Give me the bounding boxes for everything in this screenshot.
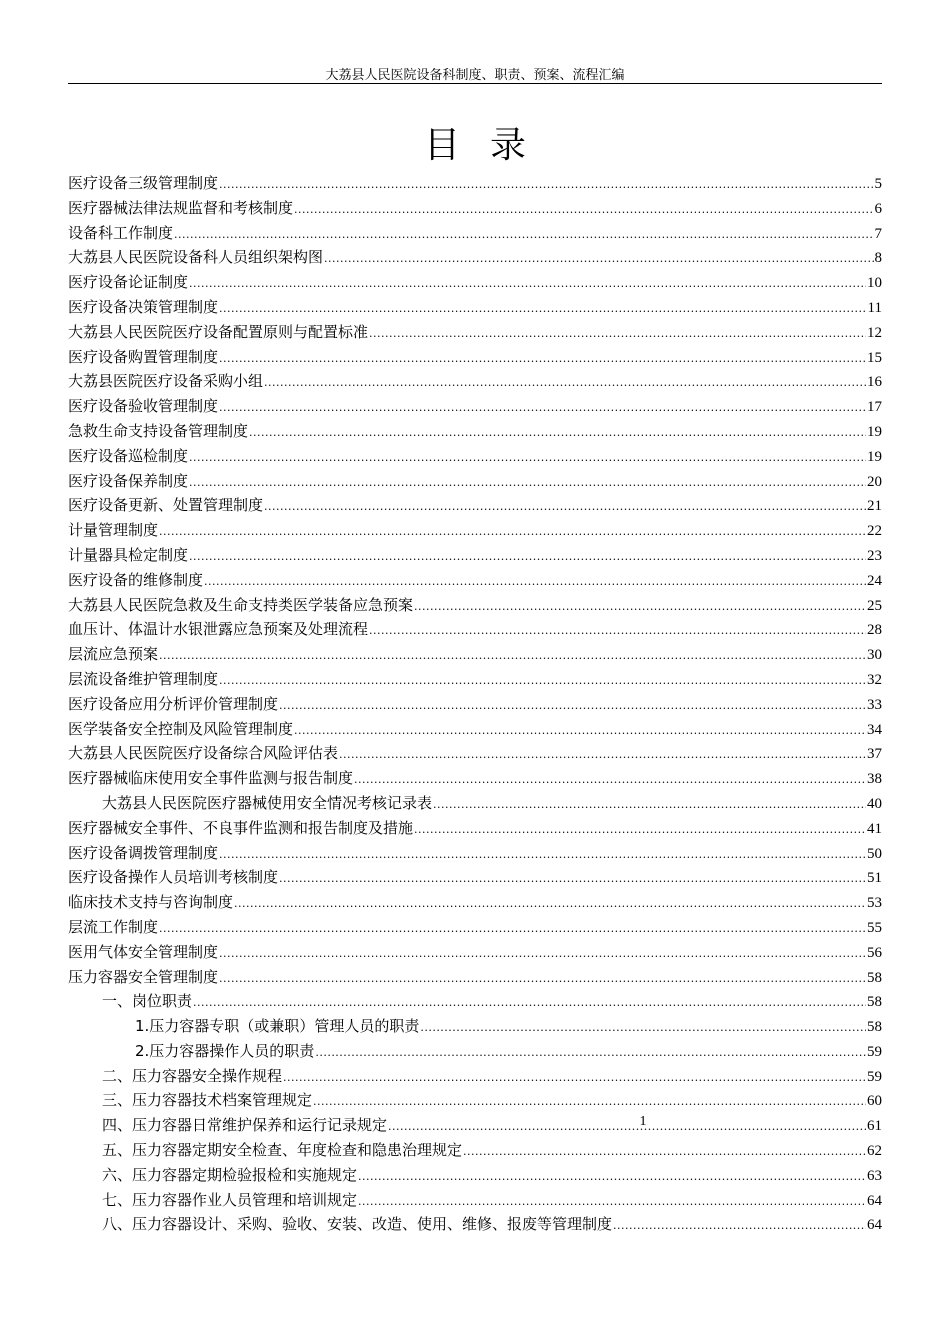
toc-entry-page: 63	[867, 1167, 882, 1184]
toc-dot-leader	[369, 619, 866, 642]
toc-entry[interactable]	[68, 766, 882, 791]
toc-entry-page: 19	[867, 423, 882, 440]
toc-entry-label: 计量器具检定制度	[68, 545, 189, 564]
toc-entry-page: 17	[867, 399, 882, 416]
toc-entry-label: 计量管理制度	[68, 521, 159, 540]
toc-dot-leader	[219, 396, 866, 419]
toc-dot-leader	[264, 371, 866, 394]
toc-dot-leader	[388, 1115, 866, 1138]
toc-entry[interactable]	[68, 989, 882, 1014]
toc-dot-leader	[283, 1066, 866, 1089]
toc-entry-label: 2.压力容器操作人员的职责	[135, 1041, 315, 1060]
toc-entry-page: 38	[867, 771, 882, 788]
toc-dot-leader	[339, 743, 866, 766]
toc-dot-leader	[204, 570, 866, 593]
toc-entry-label: 1.压力容器专职（或兼职）管理人员的职责	[135, 1017, 420, 1036]
toc-dot-leader	[354, 768, 866, 791]
toc-dot-leader	[358, 1190, 866, 1213]
toc-entry[interactable]	[68, 1138, 882, 1163]
toc-entry-label: 医疗设备三级管理制度	[68, 174, 219, 192]
toc-entry-page: 34	[867, 721, 882, 738]
toc-entry[interactable]	[68, 667, 882, 692]
toc-dot-leader	[358, 1165, 866, 1188]
toc-entry-page: 24	[867, 572, 882, 589]
toc-dot-leader	[294, 198, 873, 221]
toc-entry[interactable]	[68, 1014, 882, 1039]
toc-dot-leader	[294, 719, 866, 742]
toc-entry-label: 八、压力容器设计、采购、验收、安装、改造、使用、维修、报废等管理制度	[102, 1215, 613, 1234]
toc-entry-label: 大荔县人民医院医疗器械使用安全情况考核记录表	[102, 793, 433, 812]
toc-entry-label: 压力容器安全管理制度	[68, 967, 219, 986]
toc-entry-label: 医疗设备决策管理制度	[68, 297, 219, 316]
toc-entry-page: 53	[867, 895, 882, 912]
toc-dot-leader	[189, 545, 866, 568]
toc-entry-page: 6	[874, 200, 882, 217]
toc-entry-page: 8	[874, 250, 882, 267]
page-number: 1	[639, 1114, 647, 1129]
toc-entry[interactable]	[68, 419, 882, 444]
toc-dot-leader	[189, 471, 866, 494]
toc-entry[interactable]	[68, 270, 882, 295]
toc-entry[interactable]	[68, 692, 882, 717]
toc-entry[interactable]	[68, 841, 882, 866]
toc-dot-leader	[159, 644, 866, 667]
toc-dot-leader	[219, 347, 866, 370]
toc-entry-label: 医疗器械法律法规监督和考核制度	[68, 198, 294, 217]
toc-entry[interactable]	[68, 444, 882, 469]
toc-entry-page: 58	[867, 1019, 882, 1036]
toc-entry-label: 设备科工作制度	[68, 223, 174, 242]
toc-entry-page: 50	[867, 845, 882, 862]
toc-entry-label: 四、压力容器日常维护保养和运行记录规定	[102, 1116, 388, 1135]
toc-dot-leader	[219, 173, 873, 196]
toc-dot-leader	[315, 1041, 866, 1064]
toc-entry-page: 55	[867, 919, 882, 936]
toc-dot-leader	[159, 520, 866, 543]
toc-entry-page: 62	[867, 1143, 882, 1160]
toc-entry-label: 医疗设备的维修制度	[68, 570, 204, 589]
toc-entry[interactable]	[68, 518, 882, 543]
toc-entry-page: 56	[867, 944, 882, 961]
toc-entry[interactable]	[68, 816, 882, 841]
toc-entry-page: 15	[867, 349, 882, 366]
toc-entry-page: 51	[867, 870, 882, 887]
toc-entry-page: 30	[867, 647, 882, 664]
toc-dot-leader	[219, 942, 866, 965]
toc-entry[interactable]	[68, 1163, 882, 1188]
document-header: 大荔县人民医院设备科制度、职责、预案、流程汇编	[325, 68, 625, 83]
toc-entry-label: 大荔县医院医疗设备采购小组	[68, 372, 264, 391]
toc-dot-leader	[279, 694, 866, 717]
toc-dot-leader	[249, 421, 866, 444]
toc-entry[interactable]	[68, 593, 882, 618]
toc-entry-page: 23	[867, 547, 882, 564]
toc-entry-label: 血压计、体温计水银泄露应急预案及处理流程	[68, 620, 369, 639]
toc-entry[interactable]	[68, 915, 882, 940]
toc-entry-label: 医疗设备应用分析评价管理制度	[68, 694, 279, 713]
toc-entry[interactable]	[68, 1039, 882, 1064]
toc-entry[interactable]	[68, 221, 882, 246]
toc-entry-page: 58	[867, 994, 882, 1011]
toc-entry[interactable]	[68, 1088, 882, 1113]
toc-entry[interactable]	[68, 394, 882, 419]
toc-dot-leader	[189, 272, 866, 295]
toc-dot-leader	[219, 297, 867, 320]
toc-dot-leader	[613, 1214, 866, 1237]
toc-entry-label: 一、岗位职责	[102, 992, 193, 1011]
toc-entry-label: 六、压力容器定期检验报检和实施规定	[102, 1165, 358, 1184]
toc-entry-page: 61	[867, 1118, 882, 1135]
toc-entry-label: 大荔县人民医院医疗设备综合风险评估表	[68, 744, 339, 763]
toc-entry[interactable]	[68, 295, 882, 320]
toc-dot-leader	[189, 446, 866, 469]
toc-dot-leader	[264, 495, 866, 518]
toc-entry[interactable]	[68, 965, 882, 990]
toc-entry[interactable]	[68, 568, 882, 593]
toc-entry[interactable]	[68, 1188, 882, 1213]
toc-entry[interactable]	[68, 345, 882, 370]
toc-entry-label: 医疗设备保养制度	[68, 471, 189, 490]
toc-dot-leader	[193, 991, 866, 1014]
toc-entry-page: 19	[867, 448, 882, 465]
toc-entry-page: 59	[867, 1043, 882, 1060]
toc-entry-label: 医疗设备论证制度	[68, 273, 189, 292]
toc-entry-page: 64	[867, 1217, 882, 1234]
toc-entry[interactable]	[68, 196, 882, 221]
toc-entry[interactable]	[68, 717, 882, 742]
toc-entry-label: 层流应急预案	[68, 645, 159, 664]
toc-entry-page: 5	[874, 176, 882, 192]
toc-dot-leader	[219, 967, 866, 990]
toc-entry-label: 医疗设备巡检制度	[68, 446, 189, 465]
toc-entry-label: 医疗设备调拨管理制度	[68, 843, 219, 862]
toc-dot-leader	[313, 1090, 866, 1113]
toc-entry-page: 10	[867, 275, 882, 292]
toc-entry-page: 40	[867, 795, 882, 812]
toc-entry-page: 33	[867, 696, 882, 713]
toc-dot-leader	[174, 223, 873, 246]
toc-entry-page: 58	[867, 969, 882, 986]
table-of-contents	[68, 171, 882, 1237]
toc-entry[interactable]	[68, 543, 882, 568]
toc-dot-leader	[414, 595, 866, 618]
toc-entry-label: 医疗设备更新、处置管理制度	[68, 496, 264, 515]
toc-entry-page: 11	[867, 299, 882, 316]
toc-dot-leader	[324, 247, 873, 270]
toc-entry[interactable]	[68, 493, 882, 518]
toc-entry-label: 医疗设备验收管理制度	[68, 397, 219, 416]
toc-entry-label: 医学装备安全控制及风险管理制度	[68, 719, 294, 738]
toc-entry-page: 37	[867, 746, 882, 763]
toc-dot-leader	[420, 1016, 866, 1039]
toc-entry-label: 大荔县人民医院设备科人员组织架构图	[68, 248, 324, 267]
toc-dot-leader	[219, 843, 866, 866]
toc-entry[interactable]	[68, 171, 882, 196]
toc-entry-label: 医疗器械安全事件、不良事件监测和报告制度及措施	[68, 818, 414, 837]
toc-entry[interactable]	[68, 469, 882, 494]
toc-entry-label: 二、压力容器安全操作规程	[102, 1066, 283, 1085]
toc-entry[interactable]	[68, 741, 882, 766]
header-divider	[68, 83, 882, 84]
toc-dot-leader	[433, 793, 866, 816]
toc-entry-label: 层流工作制度	[68, 917, 159, 936]
toc-entry[interactable]	[68, 320, 882, 345]
toc-dot-leader	[369, 322, 866, 345]
toc-entry-label: 医疗器械临床使用安全事件监测与报告制度	[68, 769, 354, 788]
toc-entry-label: 大荔县人民医院急救及生命支持类医学装备应急预案	[68, 595, 414, 614]
toc-entry[interactable]	[68, 369, 882, 394]
toc-entry[interactable]	[68, 617, 882, 642]
toc-entry-label: 医疗设备操作人员培训考核制度	[68, 868, 279, 887]
toc-entry-label: 七、压力容器作业人员管理和培训规定	[102, 1190, 358, 1209]
toc-entry-page: 20	[867, 473, 882, 490]
toc-entry-page: 16	[867, 374, 882, 391]
toc-dot-leader	[159, 917, 866, 940]
toc-entry-page: 60	[867, 1093, 882, 1110]
toc-entry[interactable]	[68, 642, 882, 667]
toc-entry-page: 21	[867, 498, 882, 515]
toc-entry[interactable]	[68, 890, 882, 915]
toc-entry-page: 41	[867, 820, 882, 837]
toc-entry-label: 医用气体安全管理制度	[68, 942, 219, 961]
toc-entry[interactable]	[68, 1064, 882, 1089]
toc-entry-page: 32	[867, 671, 882, 688]
toc-entry-page: 64	[867, 1192, 882, 1209]
page-title: 目录	[423, 125, 556, 166]
toc-entry-label: 大荔县人民医院医疗设备配置原则与配置标准	[68, 322, 369, 341]
toc-entry-page: 22	[867, 523, 882, 540]
toc-entry[interactable]	[68, 940, 882, 965]
toc-dot-leader	[414, 818, 866, 841]
toc-entry-page: 28	[867, 622, 882, 639]
toc-entry[interactable]	[68, 245, 882, 270]
toc-entry-label: 急救生命支持设备管理制度	[68, 421, 249, 440]
toc-entry[interactable]	[68, 1212, 882, 1237]
toc-dot-leader	[279, 867, 866, 890]
toc-entry-page: 12	[867, 324, 882, 341]
toc-entry-label: 医疗设备购置管理制度	[68, 347, 219, 366]
toc-entry-page: 25	[867, 597, 882, 614]
toc-entry[interactable]	[68, 865, 882, 890]
toc-entry[interactable]	[68, 1113, 882, 1138]
toc-entry-label: 五、压力容器定期安全检查、年度检查和隐患治理规定	[102, 1141, 463, 1160]
toc-entry-label: 临床技术支持与咨询制度	[68, 893, 234, 912]
toc-entry-label: 三、压力容器技术档案管理规定	[102, 1091, 313, 1110]
toc-dot-leader	[219, 669, 866, 692]
toc-entry-label: 层流设备维护管理制度	[68, 669, 219, 688]
toc-dot-leader	[463, 1140, 866, 1163]
toc-entry[interactable]	[68, 791, 882, 816]
toc-entry-page: 7	[874, 225, 882, 242]
toc-dot-leader	[234, 892, 866, 915]
toc-entry-page: 59	[867, 1068, 882, 1085]
